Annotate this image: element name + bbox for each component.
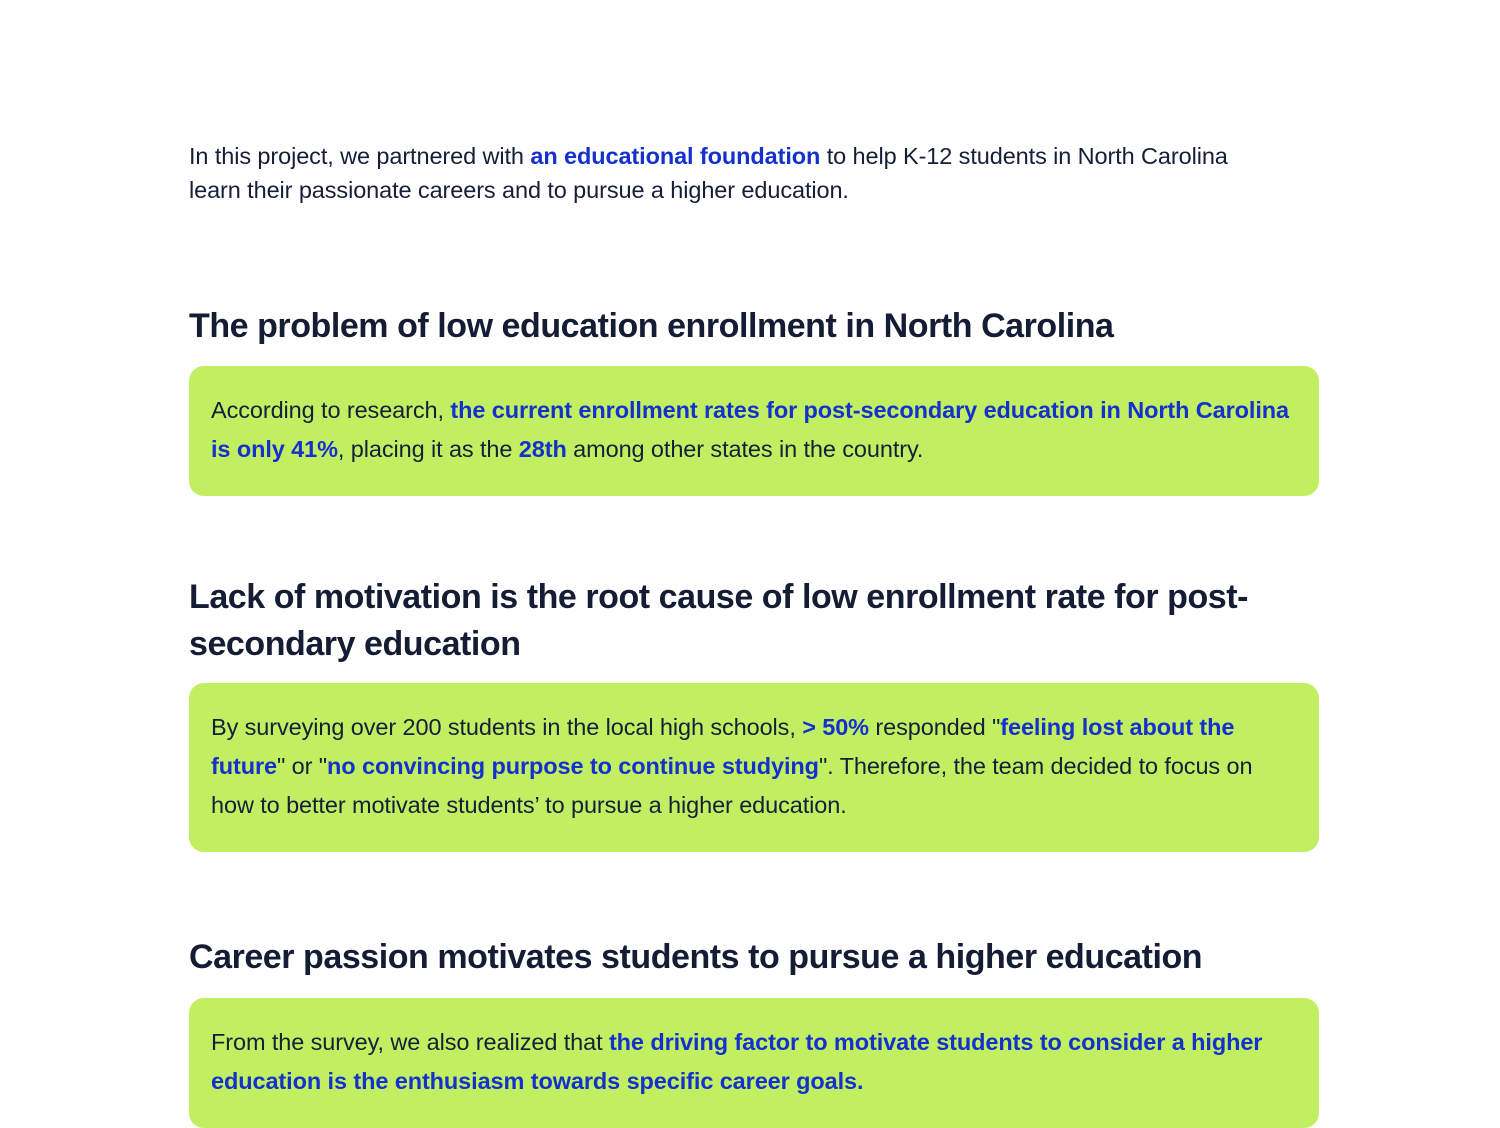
- s1-highlight-enrollment-rate: the current enrollment rates for post-secondary education in North Carolina is only 41%: [211, 397, 1289, 462]
- section-3-callout-text: [211, 1023, 1297, 1101]
- s1-text-part-1: According to research,: [211, 397, 451, 423]
- s2-text-part-3: " or ": [276, 753, 328, 779]
- section-1-callout-text: [211, 391, 1297, 469]
- s1-highlight-rank: 28th: [518, 436, 567, 462]
- section-1-callout: [189, 366, 1319, 496]
- section-2-callout-text: [211, 708, 1297, 825]
- intro-text-part-1: In this project, we partnered with: [189, 143, 531, 169]
- s2-highlight-percentage: > 50%: [802, 714, 869, 740]
- s3-text-part-1: From the survey, we also realized that: [211, 1029, 609, 1055]
- s2-text-part-2: responded ": [868, 714, 1001, 740]
- intro-link-educational-foundation[interactable]: an educational foundation: [530, 143, 821, 169]
- s2-text-part-4: ". Therefore, the team decided to focus on how to better motivate students’ to pursue a higher education.: [211, 753, 1253, 818]
- s2-text-part-1: By surveying over 200 students in the local high schools,: [211, 714, 803, 740]
- section-1-heading: The problem of low education enrollment in North Carolina: [189, 307, 1114, 345]
- s3-highlight-driving-factor: the driving factor to motivate students to consider a higher education is the enthusiasm towards specific career goals.: [211, 1029, 1263, 1094]
- section-2-callout: [189, 683, 1319, 852]
- s1-text-part-3: among other states in the country.: [566, 436, 924, 462]
- section-2-heading: Lack of motivation is the root cause of low enrollment rate for post-secondary education: [189, 578, 1248, 663]
- s1-text-part-2: , placing it as the: [337, 436, 519, 462]
- section-3-callout: [189, 998, 1319, 1128]
- section-3-heading: Career passion motivates students to pursue a higher education: [189, 938, 1203, 976]
- intro-paragraph: [189, 139, 1279, 207]
- content-column: [189, 139, 1314, 1128]
- intro-text-part-2: to help K-12 students in North Carolina learn their passionate careers and to pursue a higher education.: [189, 143, 1228, 203]
- s2-highlight-quote-feeling-lost: feeling lost about the future: [211, 714, 1235, 779]
- s2-highlight-quote-no-purpose: no convincing purpose to continue studying: [327, 753, 819, 779]
